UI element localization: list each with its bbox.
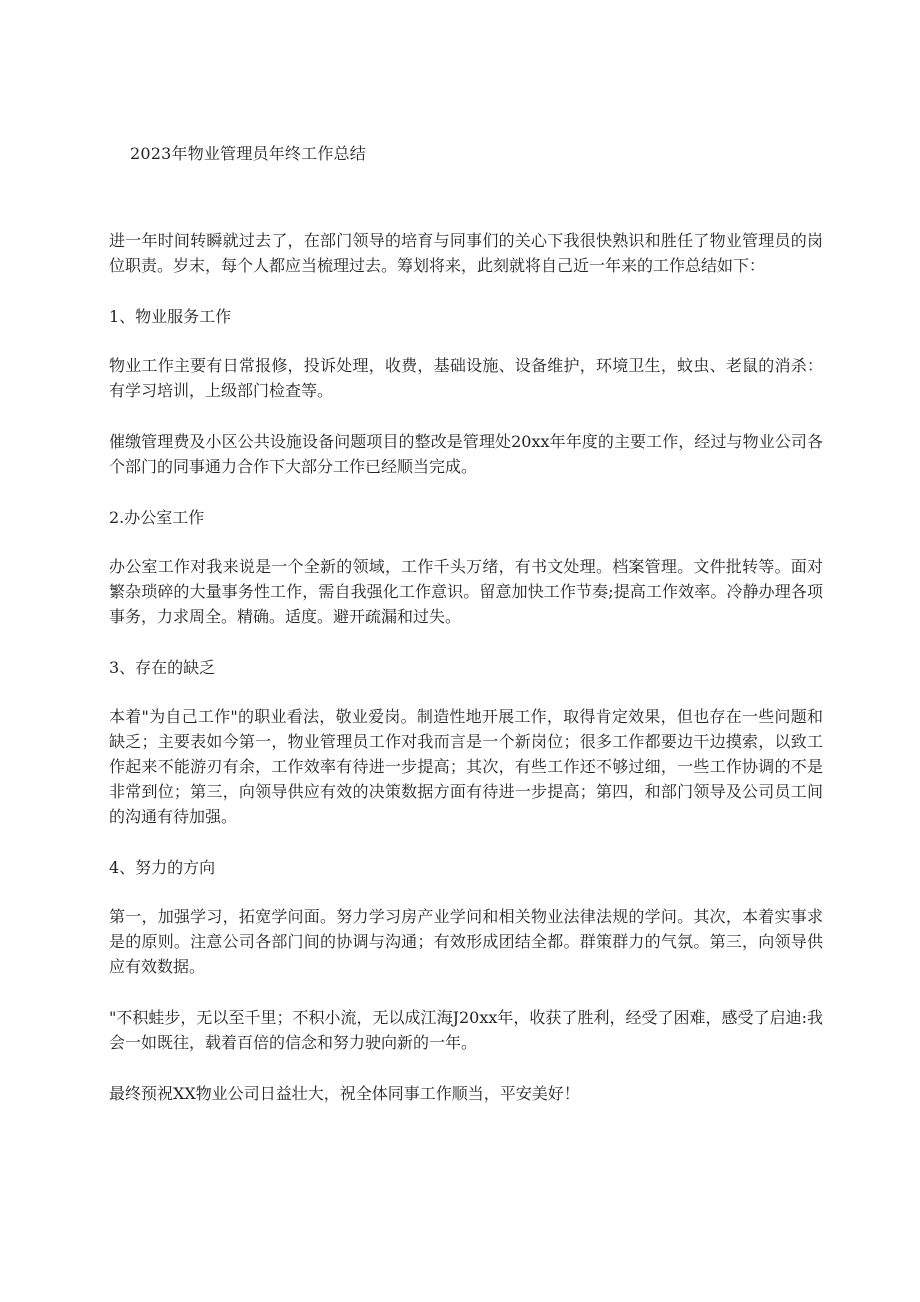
intro-paragraph: 进一年时间转瞬就过去了，在部门领导的培育与同事们的关心下我很快熟识和胜任了物业管理员的岗位职责。岁末，每个人都应当梳理过去。筹划将来，此刻就将自己近一年来的工作总结如下：: [109, 231, 823, 275]
section-heading-property-service: 1、物业服务工作: [109, 307, 232, 326]
document-body: [109, 228, 823, 1132]
paragraph-shortcomings: 本着"为自己工作"的职业看法，敬业爱岗。制造性地开展工作，取得肯定效果，但也存在一些问题和缺乏；主要表如今第一，物业管理员工作对我而言是一个新岗位；很多工作都要边干边摸索，以致工作起来不能游刃有余，工作效率有待进一步提高；其次，有些工作还不够过细，一些工作协调的不是非常到位；第三，向领导供应有效的决策数据方面有待进一步提高；第四，和部门领导及公司员工间的沟通有待加强。: [109, 707, 823, 826]
document-title: 2023年物业管理员年终工作总结: [130, 144, 366, 163]
paragraph-direction: 第一，加强学习，拓宽学问面。努力学习房产业学问和相关物业法律法规的学问。其次，本着实事求是的原则。注意公司各部门间的协调与沟通；有效形成团结全都。群策群力的气氛。第三，向领导供应有效数据。: [109, 907, 823, 976]
paragraph-office-work: 办公室工作对我来说是一个全新的领域，工作千头万绪，有书文处理。档案管理。文件批转等。面对繁杂琐碎的大量事务性工作，需自我强化工作意识。留意加快工作节奏;提高工作效率。冷静办理各项事务，力求周全。精确。适度。避开疏漏和过失。: [109, 557, 823, 626]
paragraph-quote: "不积蛙步，无以至千里；不积小流，无以成江海J20xx年，收获了胜利，经受了困难，感受了启迪:我会一如既往，载着百倍的信念和努力驶向新的一年。: [109, 1008, 823, 1052]
section-heading-office-work: 2.办公室工作: [109, 508, 205, 527]
closing-paragraph: 最终预祝XX物业公司日益壮大，祝全体同事工作顺当，平安美好！: [109, 1084, 580, 1103]
section-heading-shortcomings: 3、存在的缺乏: [109, 658, 216, 677]
paragraph-property-duties: 物业工作主要有日常报修，投诉处理，收费，基础设施、设备维护，环境卫生，蚊虫、老鼠的消杀：有学习培训，上级部门检查等。: [109, 356, 823, 400]
paragraph-fee-collection: 催缴管理费及小区公共设施设备问题项目的整改是管理处20xx年年度的主要工作，经过与物业公司各个部门的同事通力合作下大部分工作已经顺当完成。: [109, 432, 823, 476]
section-heading-direction: 4、努力的方向: [109, 858, 216, 877]
